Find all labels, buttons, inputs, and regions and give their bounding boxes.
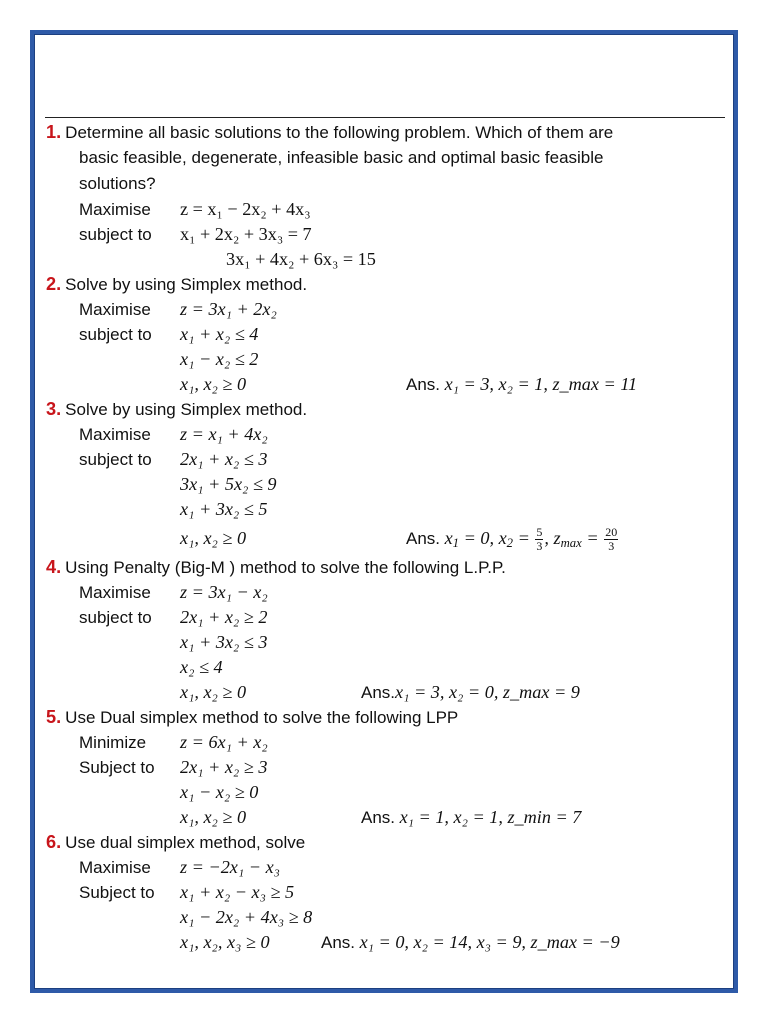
problem-number: 1.	[46, 122, 62, 142]
answer-label: Ans.	[321, 933, 356, 952]
problem-number: 2.	[46, 274, 62, 294]
constraint-expression: x₁ + 3x₂ ≤ 5	[180, 499, 268, 519]
constraint-expression: x₁ + x₂ − x₃ ≥ 5	[180, 882, 295, 902]
problem-6	[46, 830, 722, 955]
constraint-expression: 2x₁ + x₂ ≤ 3	[180, 449, 268, 469]
nonnegativity-constraint: x₁, x₂ ≥ 0	[180, 682, 247, 702]
problem-2	[46, 272, 722, 397]
problem-5	[46, 705, 722, 830]
constraint-expression: 3x₁ + 5x₂ ≤ 9	[180, 474, 277, 494]
answer-value: x₁ = 1, x₂ = 1, z_min = 7	[399, 807, 582, 827]
answer-value: x₁ = 3, x₂ = 1, z_max = 11	[444, 374, 638, 394]
answer: Ans. $x_1 = 0$, $x_2$ = $\frac{5}{3}$ , $z_{max}$ = $\frac{20}{3}$	[406, 525, 618, 554]
objective-expression: z = −2x₁ − x₃	[180, 857, 280, 877]
problem-3	[46, 397, 722, 555]
constraint-label: subject to	[79, 450, 152, 469]
answer-label: Ans.	[361, 808, 396, 827]
problem-1	[46, 120, 722, 272]
objective-label: Maximise	[79, 858, 151, 877]
problem-sheet	[46, 120, 722, 955]
answer-label: Ans.	[406, 375, 441, 394]
constraint-expression: 3x₁ + 4x₂ + 6x₃ = 15	[226, 249, 376, 269]
answer	[361, 680, 580, 705]
nonnegativity-constraint: x₁, x₂, x₃ ≥ 0	[180, 932, 270, 952]
problem-statement-line: Determine all basic solutions to the following problem. Which of them are	[65, 123, 614, 142]
answer-value: x₁ = 3, x₂ = 0, z_max = 9	[395, 682, 580, 702]
problem-statement: Solve by using Simplex method.	[65, 400, 308, 419]
constraint-label: subject to	[79, 608, 152, 627]
problem-statement: Use dual simplex method, solve	[65, 833, 306, 852]
objective-expression: z = 3x₁ − x₂	[180, 582, 268, 602]
objective-label: Maximise	[79, 200, 151, 219]
constraint-expression: 2x₁ + x₂ ≥ 2	[180, 607, 268, 627]
answer-value: x₁ = 0, x₂ = 14, x₃ = 9, z_max = −9	[359, 932, 620, 952]
problem-number: 6.	[46, 832, 62, 852]
nonnegativity-constraint: x₁, x₂ ≥ 0	[180, 374, 247, 394]
objective-label: Maximise	[79, 583, 151, 602]
objective-label: Maximise	[79, 300, 151, 319]
constraint-label: Subject to	[79, 758, 155, 777]
constraint-expression: x₁ + 2x₂ + 3x₃ = 7	[180, 224, 312, 244]
objective-expression: z = x₁ − 2x₂ + 4x₃	[180, 199, 311, 219]
objective-label: Minimize	[79, 733, 147, 752]
problem-statement-line: basic feasible, degenerate, infeasible basic and optimal basic feasible	[79, 148, 604, 167]
problem-4	[46, 555, 722, 705]
problem-statement: Use Dual simplex method to solve the following LPP	[65, 708, 459, 727]
fraction-x2: $\frac{5}{3}$	[536, 525, 543, 554]
constraint-label: subject to	[79, 225, 152, 244]
problem-number: 3.	[46, 399, 62, 419]
answer	[361, 805, 581, 830]
constraint-expression: x₁ − x₂ ≤ 2	[180, 349, 259, 369]
constraint-expression: x₂ ≤ 4	[180, 657, 223, 677]
answer	[406, 372, 637, 397]
objective-expression: z = 6x₁ + x₂	[180, 732, 268, 752]
fraction-z: $\frac{20}{3}$	[605, 525, 618, 554]
nonnegativity-constraint: x₁, x₂ ≥ 0	[180, 528, 247, 548]
constraint-expression: 2x₁ + x₂ ≥ 3	[180, 757, 268, 777]
answer-label: Ans.	[406, 529, 441, 548]
constraint-expression: x₁ − x₂ ≥ 0	[180, 782, 259, 802]
problem-statement: Using Penalty (Big-M ) method to solve the following L.P.P.	[65, 558, 506, 577]
problem-statement: Solve by using Simplex method.	[65, 275, 308, 294]
constraint-label: subject to	[79, 325, 152, 344]
constraint-expression: x₁ − 2x₂ + 4x₃ ≥ 8	[180, 907, 313, 927]
constraint-expression: x₁ + 3x₂ ≤ 3	[180, 632, 268, 652]
nonnegativity-constraint: x₁, x₂ ≥ 0	[180, 807, 247, 827]
objective-expression: z = x₁ + 4x₂	[180, 424, 268, 444]
answer	[321, 930, 620, 955]
constraint-label: Subject to	[79, 883, 155, 902]
header-rule	[45, 117, 725, 118]
constraint-expression: x₁ + x₂ ≤ 4	[180, 324, 259, 344]
objective-expression: z = 3x₁ + 2x₂	[180, 299, 277, 319]
answer-label: Ans.	[361, 683, 396, 702]
problem-statement-line: solutions?	[79, 174, 156, 193]
problem-number: 5.	[46, 707, 62, 727]
problem-number: 4.	[46, 557, 62, 577]
objective-label: Maximise	[79, 425, 151, 444]
